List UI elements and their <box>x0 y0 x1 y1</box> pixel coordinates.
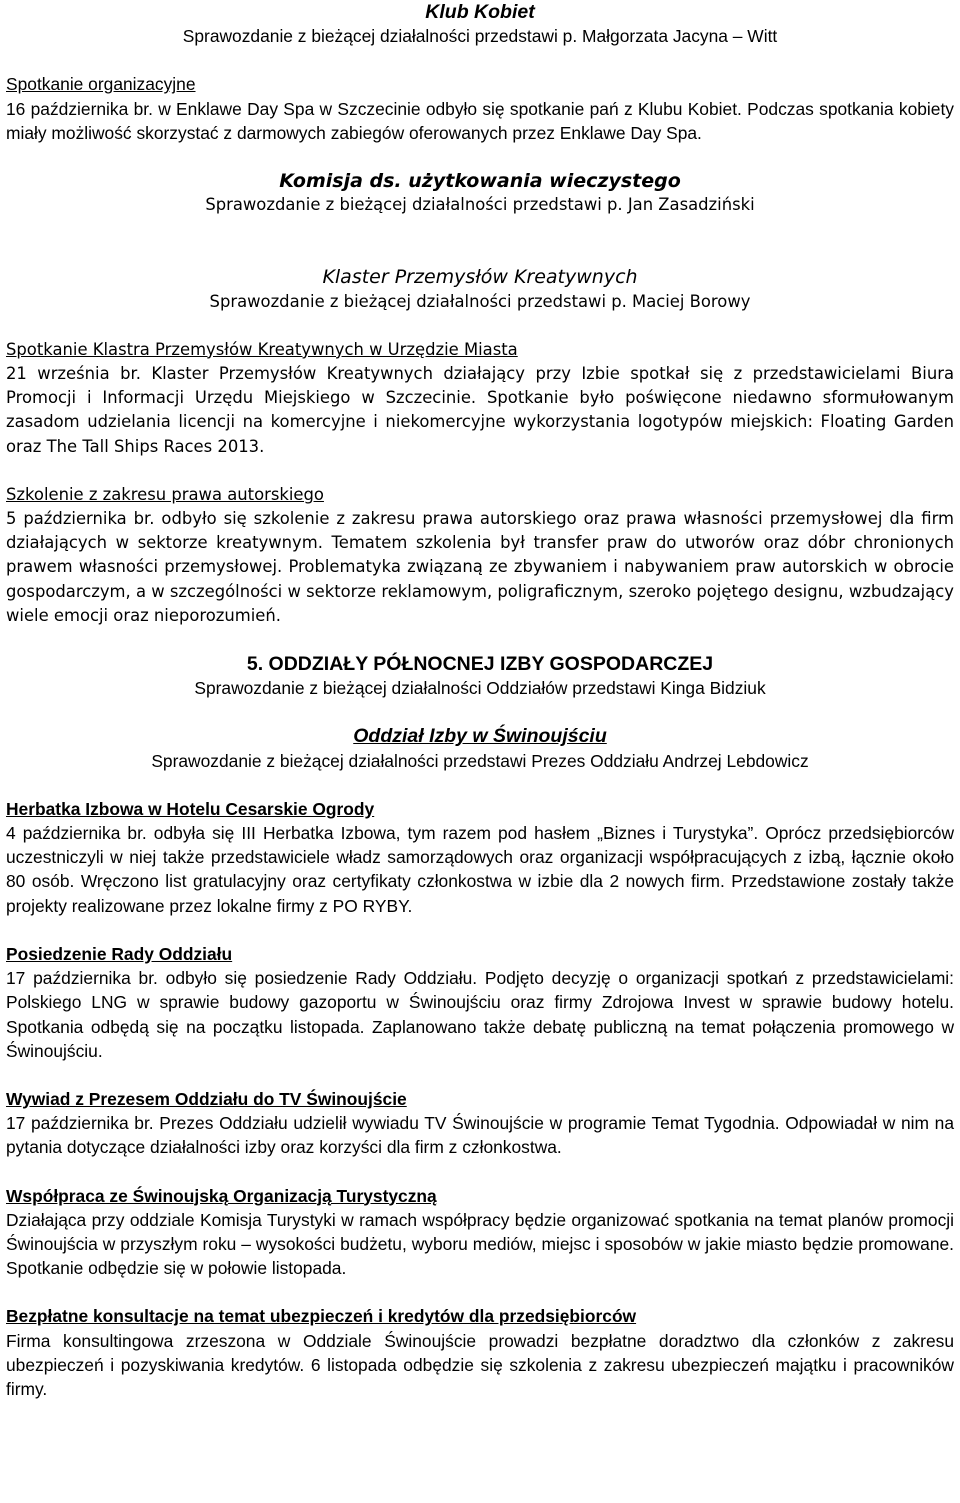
section-text: Firma konsultingowa zrzeszona w Oddziale Świnoujście prowadzi bezpłatne doradztwo dla członków z zakresu ubezpieczeń i pozyskiwania kredytów. 6 listopada odbędzie się szkolenia z zakresu ubezpieczeń majątku i pracowników firmy. <box>6 1330 954 1399</box>
section-rada <box>6 942 954 1063</box>
section-heading: Wywiad z Prezesem Oddziału do TV Świnoujście <box>6 1088 407 1109</box>
cluster-title: Klaster Przemysłów Kreatywnych <box>322 266 638 289</box>
section-text: 17 października br. odbyło się posiedzenie Rady Oddziału. Podjęto decyzję o organizacji spotkań z przedstawicielami: Polskiego LNG w sprawie budowy gazoportu w Świnoujściu oraz firmy Zdrojowa Invest w sprawie budowy hotelu. Spotkania odbędą się na początku listopada. Zaplanowano także debatę publiczną na temat połączenia promowego w Świnoujściu. <box>6 968 954 1061</box>
cluster-training-heading: Szkolenie z zakresu prawa autorskiego <box>6 484 324 504</box>
section-herbatka <box>6 797 954 918</box>
swinoujscie-subtitle: Sprawozdanie z bieżącej działalności przedstawi Prezes Oddziału Andrzej Lebdowicz <box>151 750 809 771</box>
section-konsultacje <box>6 1304 954 1401</box>
swinoujscie-title: Oddział Izby w Świnoujściu <box>353 725 607 748</box>
section-text: 17 października br. Prezes Oddziału udzielił wywiadu TV Świnoujście w programie Temat Tygodnia. Odpowiadał w nim na pytania dotyczące działalności izby oraz korzyści dla firm z członkostwa. <box>6 1113 954 1158</box>
section-heading: Herbatka Izbowa w Hotelu Cesarskie Ogrody <box>6 798 375 819</box>
section-text: 4 października br. odbyła się III Herbatka Izbowa, tym razem pod hasłem „Biznes i Turystyka”. Oprócz przedsiębiorców uczestniczyli w niej także przedstawiciele władz samorządowych oraz organizacji współpracujących z izbą, łącznie około 80 osób. Wręczono list gratulacyjny oraz certyfikaty członkostwa w izbie dla 2 nowych firm. Przedstawione zostały także projekty realizowane przez lokalne firmy z PO RYBY. <box>6 823 954 916</box>
section-text: Działająca przy oddziale Komisja Turystyki w ramach współpracy będzie organizować spotkania na temat planów promocji Świnoujścia w przyszłym roku – wysokości budżetu, wyboru mediów, miejsc i sposobów w jakie miasto będzie promowane. Spotkanie odbędzie się w połowie listopada. <box>6 1209 954 1279</box>
cluster-subtitle: Sprawozdanie z bieżącej działalności przedstawi p. Maciej Borowy <box>209 291 751 311</box>
club-subtitle: Sprawozdanie z bieżącej działalności przedstawi p. Małgorzata Jacyna – Witt <box>182 26 778 47</box>
section-heading: Współpraca ze Świnoujską Organizacją Turystyczną <box>6 1185 437 1206</box>
club-title: Klub Kobiet <box>425 1 535 23</box>
branches-title: 5. ODDZIAŁY PÓŁNOCNEJ IZBY GOSPODARCZEJ <box>246 653 714 676</box>
section-wywiad <box>6 1087 954 1160</box>
club-meeting-heading: Spotkanie organizacyjne <box>6 74 196 95</box>
commission-title: Komisja ds. użytkowania wieczystego <box>279 170 681 193</box>
section-wspolpraca <box>6 1184 954 1281</box>
section-heading: Bezpłatne konsultacje na temat ubezpieczeń i kredytów dla przedsiębiorców <box>6 1306 637 1327</box>
section-heading: Posiedzenie Rady Oddziału <box>6 943 233 964</box>
cluster-meeting-text: 21 września br. Klaster Przemysłów Kreatywnych działający przy Izbie spotkał się z przedstawicielami Biura Promocji i Informacji Urzędu Miejskiego w Szczecinie. Spotkanie było poświęcone niedawno sformułowanym zasadom udzielania licencji na komercyjne i niekomercyjne wykorzystania logotypów miejskich: Floating Garden oraz The Tall Ships Races 2013. <box>6 364 954 456</box>
cluster-training-text: 5 października br. odbyło się szkolenie z zakresu prawa autorskiego oraz prawa własności przemysłowej dla firm działających w sektorze kreatywnym. Tematem szkolenia był transfer praw do utworów oraz dóbr chronionych prawem własności przemysłowej. Problematyka związaną ze zbywaniem i nabywaniem praw autorskich w obrocie gospodarczym, a w szczególności w sektorze reklamowym, poligraficznym, szeroko pojętego designu, wzbudzający wiele emocji oraz nieporozumień. <box>6 509 954 625</box>
commission-subtitle: Sprawozdanie z bieżącej działalności przedstawi p. Jan Zasadziński <box>205 195 755 215</box>
club-meeting-text: 16 października br. w Enklawe Day Spa w Szczecinie odbyło się spotkanie pań z Klubu Kobiet. Podczas spotkania kobiety miały możliwość skorzystać z darmowych zabiegów oferowanych przez Enklawe Day Spa. <box>6 98 954 143</box>
cluster-meeting-heading: Spotkanie Klastra Przemysłów Kreatywnych w Urzędzie Miasta <box>6 339 518 359</box>
branches-subtitle: Sprawozdanie z bieżącej działalności Oddziałów przedstawi Kinga Bidziuk <box>194 678 766 699</box>
